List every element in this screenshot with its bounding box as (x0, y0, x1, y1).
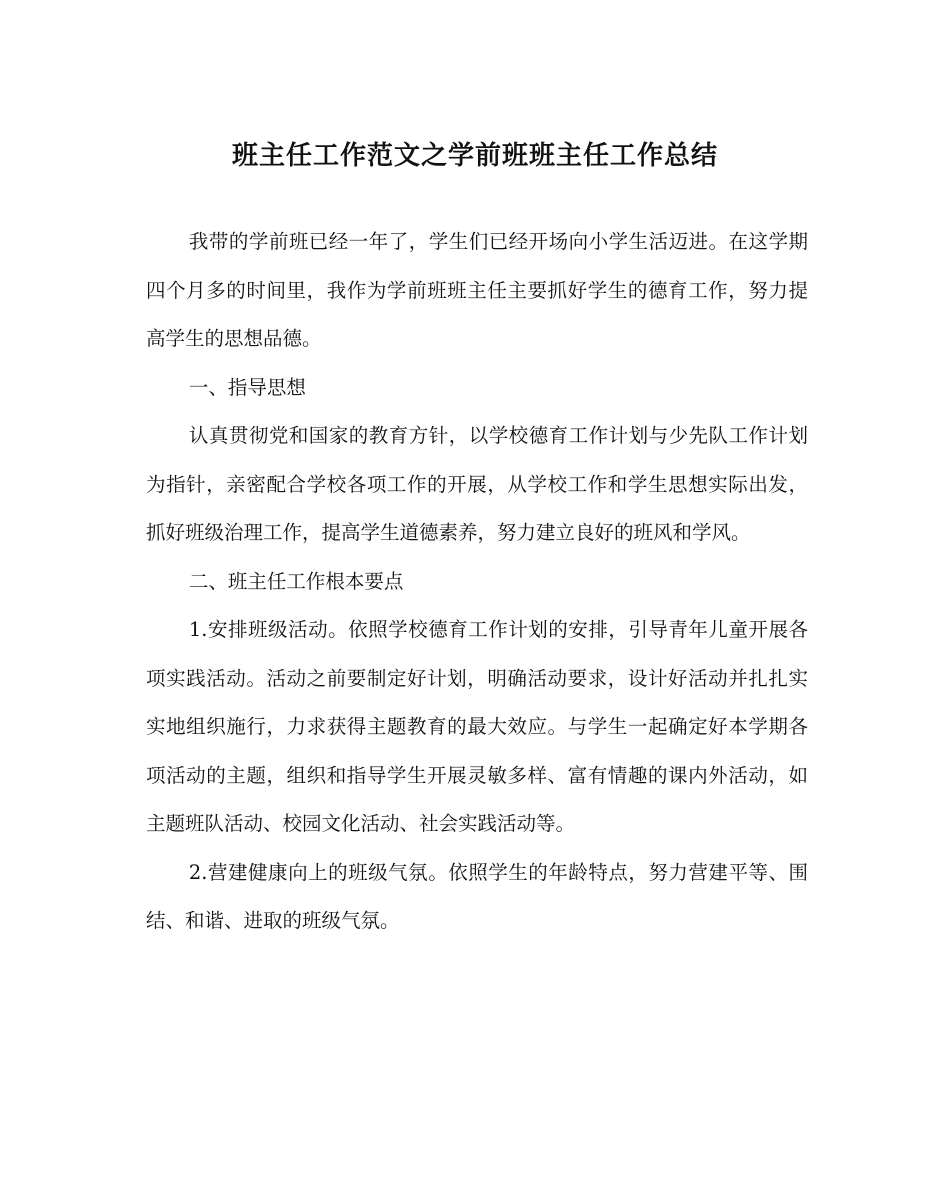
section-heading-key-points: 二、班主任工作根本要点 (188, 569, 404, 593)
paragraph-intro: 我带的学前班已经一年了，学生们已经开场向小学生活迈进。在这学期四个月多的时间里，我作为学前班班主任主要抓好学生的德育工作，努力提高学生的思想品德。 (146, 230, 808, 350)
paragraph-point-2: 2.营建健康向上的班级气氛。依照学生的年龄特点，努力营建平等、围结、和谐、进取的班级气氛。 (146, 860, 808, 932)
document-body (146, 218, 808, 946)
document-title: 班主任工作范文之学前班班主任工作总结 (231, 141, 718, 171)
paragraph-point-1: 1.安排班级活动。依照学校德育工作计划的安排，引导青年儿童开展各项实践活动。活动之前要制定好计划，明确活动要求，设计好活动并扎扎实实地组织施行，力求获得主题教育的最大效应。与学生一起确定好本学期各项活动的主题，组织和指导学生开展灵敏多样、富有情趣的课内外活动，如主题班队活动、校园文化活动、社会实践活动等。 (146, 618, 808, 835)
section-heading-guiding-thought: 一、指导思想 (188, 375, 306, 399)
paragraph-guiding-thought: 认真贯彻党和国家的教育方针，以学校德育工作计划与少先队工作计划为指针，亲密配合学校各项工作的开展，从学校工作和学生思想实际出发，抓好班级治理工作，提高学生道德素养，努力建立良好的班风和学风。 (146, 424, 808, 544)
